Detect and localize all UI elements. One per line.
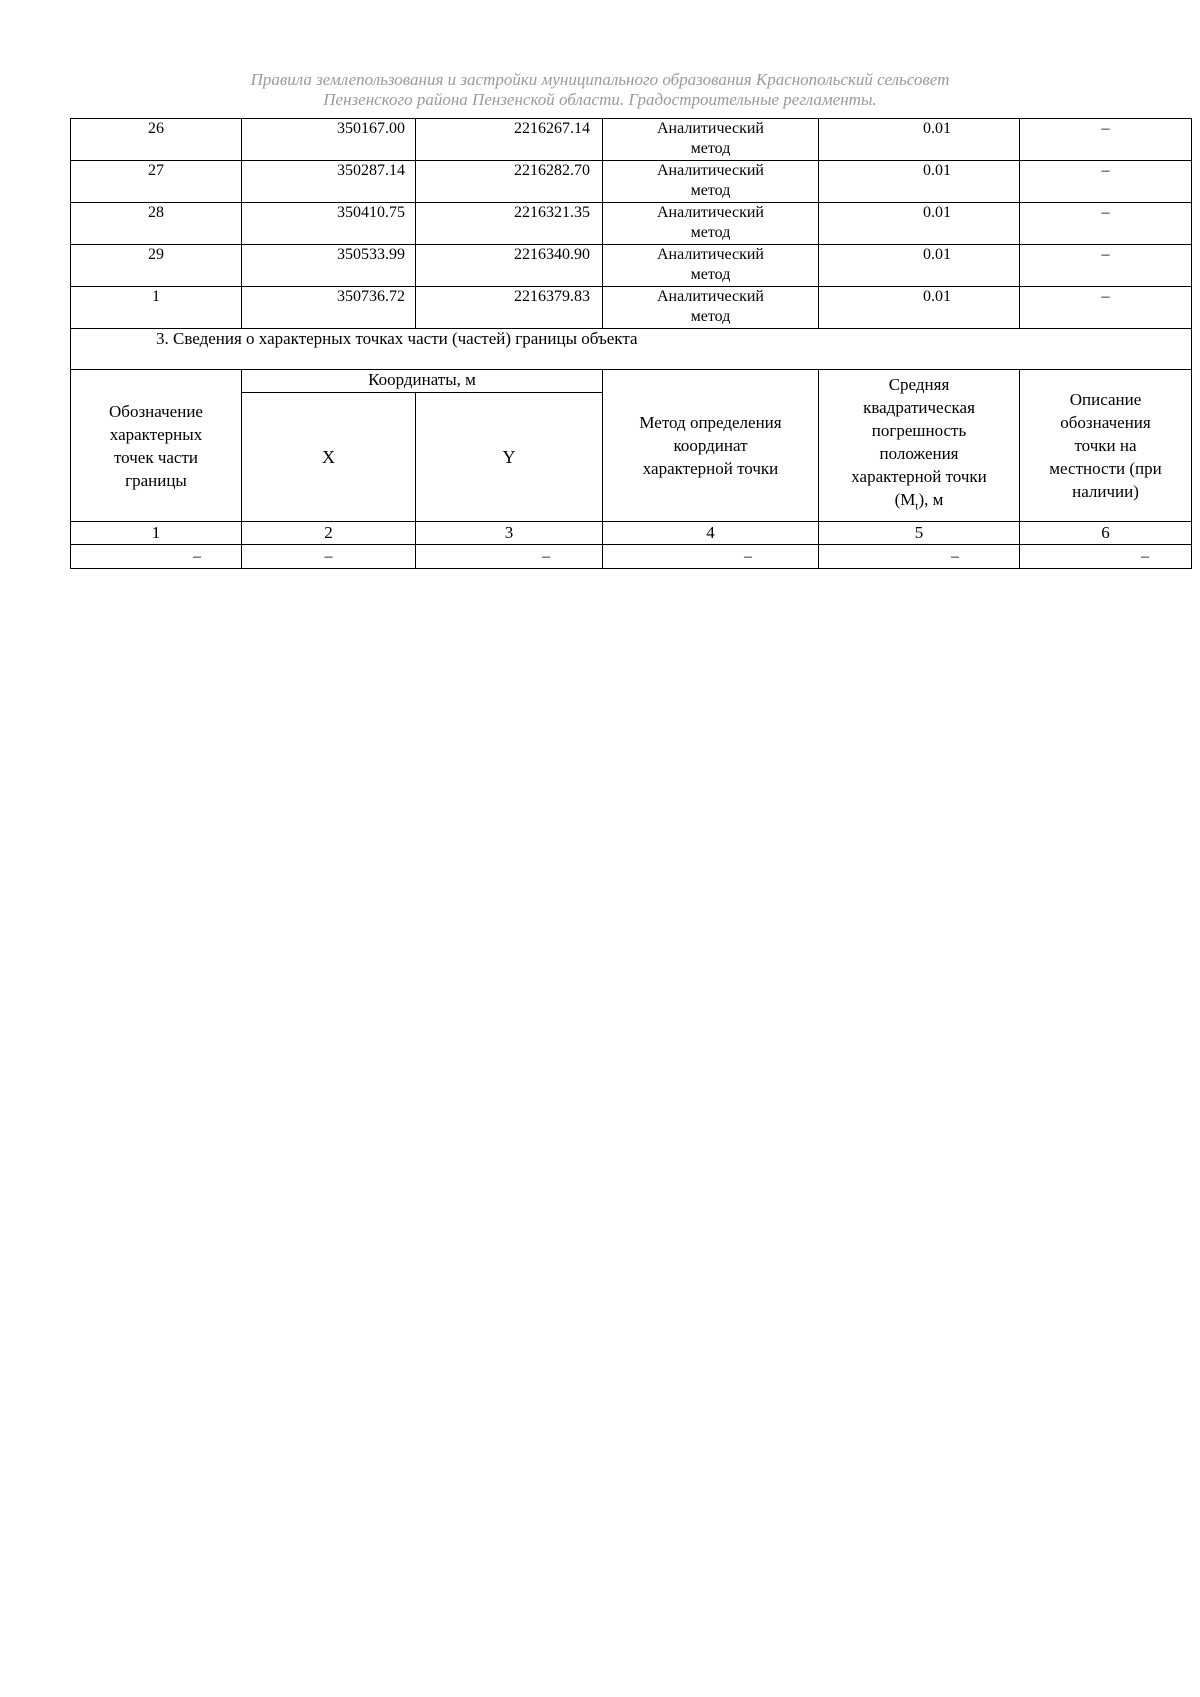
point-number: 26 — [71, 119, 242, 161]
column-header-designation — [71, 370, 242, 522]
column-header-description — [1020, 370, 1192, 522]
point-method — [603, 119, 819, 161]
header-line: характерной точки — [851, 466, 987, 486]
point-y: 2216340.90 — [416, 245, 603, 287]
empty-cell — [1020, 545, 1192, 569]
header-line: границы — [125, 470, 187, 490]
column-number: 4 — [603, 522, 819, 545]
header-line: Средняя — [888, 374, 950, 394]
header-line: погрешность — [871, 420, 967, 440]
unit-subscript: t — [915, 500, 919, 513]
unit-prefix: (M — [894, 489, 916, 509]
point-number: 28 — [71, 203, 242, 245]
section-3-title: 3. Сведения о характерных точках части (частей) границы объекта — [71, 329, 1192, 370]
column-number-row — [71, 522, 1192, 545]
header-line: квадратическая — [863, 397, 975, 417]
page-header — [150, 70, 1050, 110]
table-row — [71, 161, 1192, 203]
point-error: 0.01 — [819, 119, 1020, 161]
method-line-2: метод — [690, 266, 731, 283]
table-row — [71, 245, 1192, 287]
empty-cell — [71, 545, 242, 569]
header-line-1: Правила землепользования и застройки муниципального образования Краснопольский сельсовет — [250, 70, 950, 89]
method-line-2: метод — [690, 182, 731, 199]
header-line: характерной точки — [642, 459, 779, 478]
table-row — [71, 119, 1192, 161]
point-method — [603, 161, 819, 203]
header-line: Метод определения — [639, 413, 782, 432]
column-header-y: Y — [416, 393, 603, 522]
table-row — [71, 203, 1192, 245]
point-method — [603, 287, 819, 329]
point-description: – — [1020, 245, 1192, 287]
point-description: – — [1020, 203, 1192, 245]
unit-suffix: ), м — [918, 489, 944, 509]
column-number: 6 — [1020, 522, 1192, 545]
point-method — [603, 245, 819, 287]
column-header-x: X — [242, 393, 416, 522]
header-line: наличии) — [1072, 482, 1139, 501]
column-header-method — [603, 370, 819, 522]
column-number: 1 — [71, 522, 242, 545]
column-number: 2 — [242, 522, 416, 545]
point-x: 350167.00 — [242, 119, 416, 161]
method-line-2: метод — [690, 308, 731, 325]
header-line: точки на — [1074, 436, 1137, 455]
table-row — [71, 287, 1192, 329]
point-number: 27 — [71, 161, 242, 203]
coordinates-table — [70, 118, 1192, 569]
method-line-1: Аналитический — [656, 204, 764, 221]
error-unit — [819, 488, 1019, 518]
point-error: 0.01 — [819, 161, 1020, 203]
section-title-row — [71, 329, 1192, 370]
point-y: 2216379.83 — [416, 287, 603, 329]
point-description: – — [1020, 119, 1192, 161]
header-line: положения — [879, 443, 959, 463]
header-line: местности (при — [1049, 459, 1162, 478]
dash: – — [951, 548, 959, 565]
column-header-error — [819, 370, 1020, 522]
point-method — [603, 203, 819, 245]
header-line-2: Пензенского района Пензенской области. Градостроительные регламенты. — [323, 90, 877, 109]
method-line-1: Аналитический — [656, 162, 764, 179]
header-line: координат — [673, 436, 748, 455]
point-description: – — [1020, 287, 1192, 329]
empty-cell — [603, 545, 819, 569]
column-number: 5 — [819, 522, 1020, 545]
point-error: 0.01 — [819, 203, 1020, 245]
point-number: 1 — [71, 287, 242, 329]
dash: – — [1141, 548, 1149, 565]
point-error: 0.01 — [819, 245, 1020, 287]
point-y: 2216321.35 — [416, 203, 603, 245]
method-line-2: метод — [690, 224, 731, 241]
header-line: Обозначение — [109, 401, 203, 421]
point-x: 350533.99 — [242, 245, 416, 287]
header-line: характерных — [109, 424, 203, 444]
header-line: Описание — [1069, 390, 1142, 409]
dash: – — [193, 548, 201, 565]
column-number: 3 — [416, 522, 603, 545]
point-x: 350287.14 — [242, 161, 416, 203]
point-x: 350736.72 — [242, 287, 416, 329]
method-line-1: Аналитический — [656, 246, 764, 263]
header-line: точек части — [113, 447, 199, 467]
point-number: 29 — [71, 245, 242, 287]
point-description: – — [1020, 161, 1192, 203]
table-row — [71, 545, 1192, 569]
method-line-2: метод — [690, 140, 731, 157]
method-line-1: Аналитический — [656, 120, 764, 137]
method-line-1: Аналитический — [656, 288, 764, 305]
point-error: 0.01 — [819, 287, 1020, 329]
point-y: 2216282.70 — [416, 161, 603, 203]
header-line: обозначения — [1060, 413, 1151, 432]
dash: – — [542, 548, 550, 565]
point-y: 2216267.14 — [416, 119, 603, 161]
column-header-coordinates: Координаты, м — [242, 370, 603, 393]
point-x: 350410.75 — [242, 203, 416, 245]
empty-cell — [242, 545, 416, 569]
empty-cell — [416, 545, 603, 569]
header-row — [71, 370, 1192, 393]
empty-cell — [819, 545, 1020, 569]
dash: – — [744, 548, 752, 565]
dash: – — [324, 548, 333, 565]
